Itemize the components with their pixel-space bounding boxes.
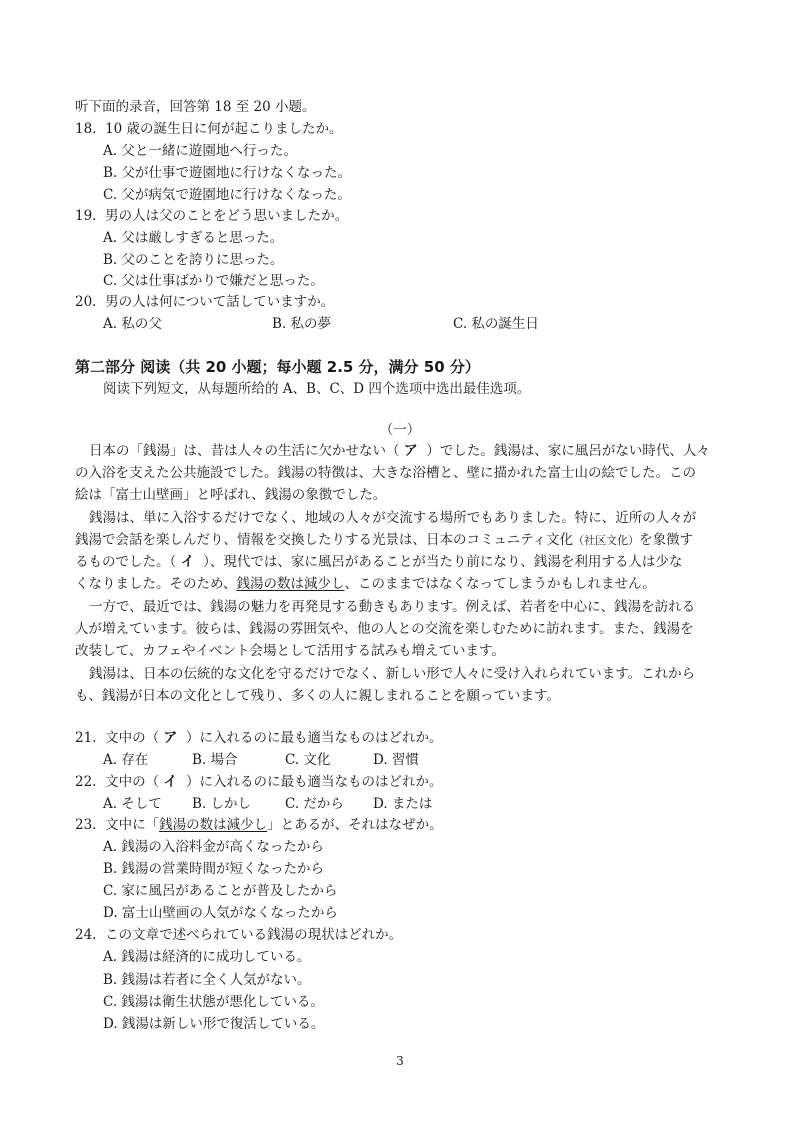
question-text: この文章で述べられている銭湯の現状はどれか。 (105, 927, 403, 943)
option-24-c: C. 銭湯は衛生状態が悪化している。 (103, 994, 324, 1010)
section-instruction: 阅读下列短文，从每题所给的 A、B、C、D 四个选项中选出最佳选项。 (103, 381, 531, 397)
option-22-b: B. しかし (192, 796, 252, 812)
text-segment: を象徴す (639, 532, 694, 548)
question-number: 18. (75, 121, 97, 137)
text-segment: ）、現代では、家に風呂があることが当たり前になり、銭湯を利用する人は少な (203, 554, 683, 570)
passage-p1-line3: 絵は「富士山壁画」と呼ばれ、銭湯の象徴でした。 (75, 487, 387, 503)
question-22 (75, 772, 442, 792)
question-number: 23. (75, 817, 97, 833)
option-21-b: B. 場合 (192, 752, 238, 768)
passage-p2-line1: 銭湯は、単に入浴するだけでなく、地域の人々が交流する場所でもありました。特に、近所の人々が (89, 510, 697, 526)
option-18-b: B. 父が仕事で遊園地に行けなくなった。 (103, 165, 352, 181)
passage-p2-line3 (75, 552, 682, 572)
passage-p4-line2: も、銭湯が日本の文化として残り、多くの人に親しまれることを願っています。 (75, 688, 560, 704)
section-title: 第二部分 阅读（共 20 小题；每小题 2.5 分，满分 50 分） (75, 358, 480, 376)
option-20-b: B. 私の夢 (272, 316, 332, 332)
text-segment: ）に入れるのに最も適当なものはどれか。 (185, 774, 443, 790)
underlined-phrase: 銭湯の数は減少し (236, 576, 345, 592)
underlined-phrase: 銭湯の数は減少し (159, 817, 268, 833)
question-19 (75, 206, 348, 226)
option-24-d: D. 銭湯は新しい形で復活している。 (103, 1016, 325, 1032)
text-segment: 文中の（ (105, 774, 160, 790)
question-text: 男の人は何について話していますか。 (105, 294, 335, 310)
passage-p4-line1: 銭湯は、日本の伝統的な文化を守るだけでなく、新しい形で人々に受け入れられています。これから (89, 666, 696, 682)
question-number: 19. (75, 208, 97, 224)
text-segment: 」とあるが、それはなぜか。 (267, 817, 443, 833)
text-segment: くなりました。そのため、 (75, 576, 237, 592)
option-21-d: D. 習慣 (373, 752, 419, 768)
option-22-a: A. そして (103, 796, 162, 812)
option-23-d: D. 富士山壁画の人気がなくなったから (103, 905, 338, 921)
passage-p3-line3: 改装して、カフェやイベント会場として活用する試みも増えています。 (75, 643, 505, 659)
option-22-d: D. または (373, 796, 433, 812)
option-24-b: B. 銭湯は若者に全く人気がない。 (103, 972, 311, 988)
option-18-c: C. 父が病気で遊園地に行けなくなった。 (103, 187, 351, 203)
option-20-a: A. 私の父 (103, 316, 162, 332)
text-segment: 日本の「銭湯」は、昔は人々の生活に欠かせない（ (89, 443, 400, 459)
option-19-a: A. 父は厳しすぎると思った。 (103, 230, 284, 246)
option-18-a: A. 父と一緒に遊園地へ行った。 (103, 143, 297, 159)
passage-p1-line2: の入浴を支えた公共施設でした。銭湯の特徴は、大きな浴槽と、壁に描かれた富士山の絵でした。この (75, 465, 696, 481)
blank-a-marker: ア (403, 443, 418, 459)
question-23 (75, 815, 443, 835)
option-20-c: C. 私の誕生日 (453, 316, 539, 332)
text-segment: 銭湯で会話を楽しんだり、情報を交換したりする光景は、日本のコミュニティ文化 (75, 532, 574, 548)
text-segment: 文中の（ (105, 730, 160, 746)
blank-i-marker: イ (163, 774, 178, 790)
passage-p2-line2 (75, 530, 693, 551)
text-segment: 、このままではなくなってしまうかもしれません。 (344, 576, 656, 592)
question-number: 21. (75, 730, 97, 746)
option-21-a: A. 存在 (103, 752, 149, 768)
question-text: 男の人は父のことをどう思いましたか。 (105, 208, 349, 224)
question-20 (75, 292, 334, 312)
blank-i-marker: イ (180, 554, 195, 570)
text-segment: ）でした。銭湯は、家に風呂がない時代、人々 (426, 443, 710, 459)
passage-number: （一） (379, 422, 421, 438)
question-number: 24. (75, 927, 97, 943)
option-19-b: B. 父のことを誇りに思った。 (103, 252, 284, 268)
option-24-a: A. 銭湯は経済的に成功している。 (103, 949, 311, 965)
option-23-a: A. 銭湯の入浴料金が高くなったから (103, 839, 324, 855)
question-18 (75, 119, 343, 139)
passage-p3-line1: 一方で、最近では、銭湯の魅力を再発見する動きもあります。例えば、若者を中心に、銭湯を訪れる (89, 599, 696, 615)
passage-p3-line2: 人が増えています。彼らは、銭湯の雰囲気や、他の人との交流を楽しむために訪れます。また、銭湯を (75, 621, 694, 637)
passage-p2-line4 (75, 574, 656, 594)
blank-a-marker: ア (163, 730, 178, 746)
option-22-c: C. だから (285, 796, 344, 812)
question-number: 22. (75, 774, 97, 790)
page-number: 3 (396, 1054, 404, 1068)
text-segment: ）に入れるのに最も適当なものはどれか。 (185, 730, 443, 746)
question-text: 10 歳の誕生日に何が起こりましたか。 (105, 121, 343, 137)
question-21 (75, 728, 442, 748)
question-24 (75, 925, 402, 945)
text-segment: 文中に「 (105, 817, 160, 833)
option-19-c: C. 父は仕事ばかりで嫌だと思った。 (103, 273, 324, 289)
passage-p1-line1 (89, 441, 710, 461)
option-23-c: C. 家に風呂があることが普及したから (103, 883, 338, 899)
question-number: 20. (75, 294, 97, 310)
option-21-c: C. 文化 (285, 752, 331, 768)
option-23-b: B. 銭湯の営業時間が短くなったから (103, 861, 325, 877)
annotation-note: （社区文化） (573, 534, 640, 547)
listening-intro: 听下面的录音，回答第 18 至 20 小题。 (75, 99, 316, 115)
text-segment: るものでした。（ (75, 554, 177, 570)
